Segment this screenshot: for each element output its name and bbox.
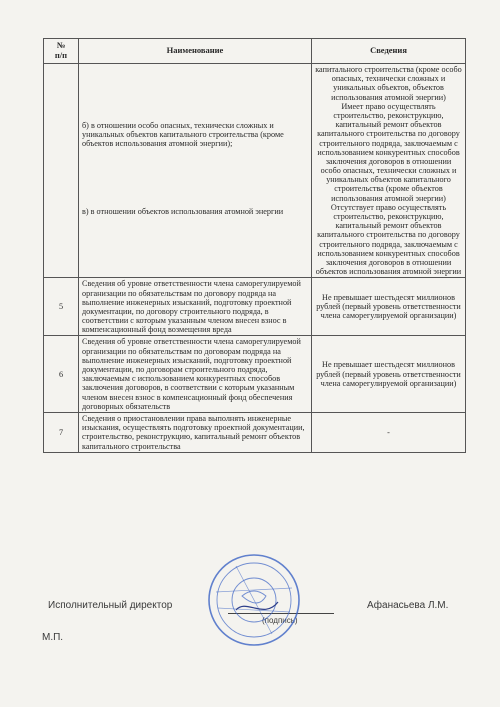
signer-name: Афанасьева Л.М. xyxy=(367,600,449,611)
cell-name-continued xyxy=(79,64,312,278)
info-top: капитального строительства (кроме особо опасных, технически сложных и уникальных объектов, объектов использования атомной энергии) xyxy=(315,65,462,102)
info-item-b: Имеет право осуществлять строительство, реконструкцию, капитальный ремонт объектов капитального строительства по договору строительного подряда, заключаемым с использованием конкурентных способов заключения договоров в отношении особо опасных, технически сложных и уникальных объектов капитального строительства (кроме объектов использования атомной энергии) xyxy=(317,101,460,203)
row-num: 5 xyxy=(44,278,79,336)
seal-place-label: М.П. xyxy=(42,632,64,643)
cell-info-continued xyxy=(312,64,466,278)
row-name: Сведения о приостановлении права выполнять инженерные изыскания, осуществлять подготовку проектной документации, строительство, реконструкцию, капитальный ремонт объектов капитального строительства xyxy=(79,412,312,452)
table-row xyxy=(44,336,466,413)
row-info: - xyxy=(312,412,466,452)
row-num: 7 xyxy=(44,412,79,452)
signer-position: Исполнительный директор xyxy=(48,600,173,611)
organization-stamp-icon xyxy=(206,552,302,648)
signature-caption: (подпись) xyxy=(262,616,298,625)
row-info: Не превышает шестьдесят миллионов рублей (первый уровень ответственности члена саморегулируемой организации) xyxy=(312,336,466,413)
info-item-c: Отсутствует право осуществлять строительство, реконструкцию, капитальный ремонт объектов капитального строительства по договору строительного подряда, заключаемым с использованием конкурентных способов заключения договоров в отношении объектов использования атомной энергии xyxy=(315,202,462,277)
row-name: Сведения об уровне ответственности члена саморегулируемой организации по обязательствам по договорам подряда на выполнение инженерных изысканий, подготовку проектной документации, по договорам строительного подряда, заключаемым с использованием конкурентных способов заключения договоров, в соответствии с которым указанным членом внесен взнос в компенсационный фонд обеспечения договорных обязательств xyxy=(79,336,312,413)
name-item-c: в) в отношении объектов использования атомной энергии xyxy=(82,206,284,216)
table-row-continued xyxy=(44,64,466,278)
row-info: Не превышает шестьдесят миллионов рублей (первый уровень ответственности члена саморегулируемой организации) xyxy=(312,278,466,336)
cell-num-empty xyxy=(44,64,79,278)
table-row xyxy=(44,278,466,336)
name-item-b: б) в отношении особо опасных, технически сложных и уникальных объектов капитального строительства (кроме объектов использования атомной энергии); xyxy=(82,121,284,149)
header-num: № п/п xyxy=(44,39,79,64)
table-row xyxy=(44,412,466,452)
info-table xyxy=(43,38,466,453)
header-name: Наименование xyxy=(79,39,312,64)
row-num: 6 xyxy=(44,336,79,413)
row-name: Сведения об уровне ответственности члена саморегулируемой организации по обязательствам по договору подряда на выполнение инженерных изысканий, подготовку проектной документации, по договору строительного подряда, в соответствии с которым указанным членом внесен взнос в компенсационный фонд возмещения вреда xyxy=(79,278,312,336)
table-header-row xyxy=(44,39,466,64)
header-info: Сведения xyxy=(312,39,466,64)
